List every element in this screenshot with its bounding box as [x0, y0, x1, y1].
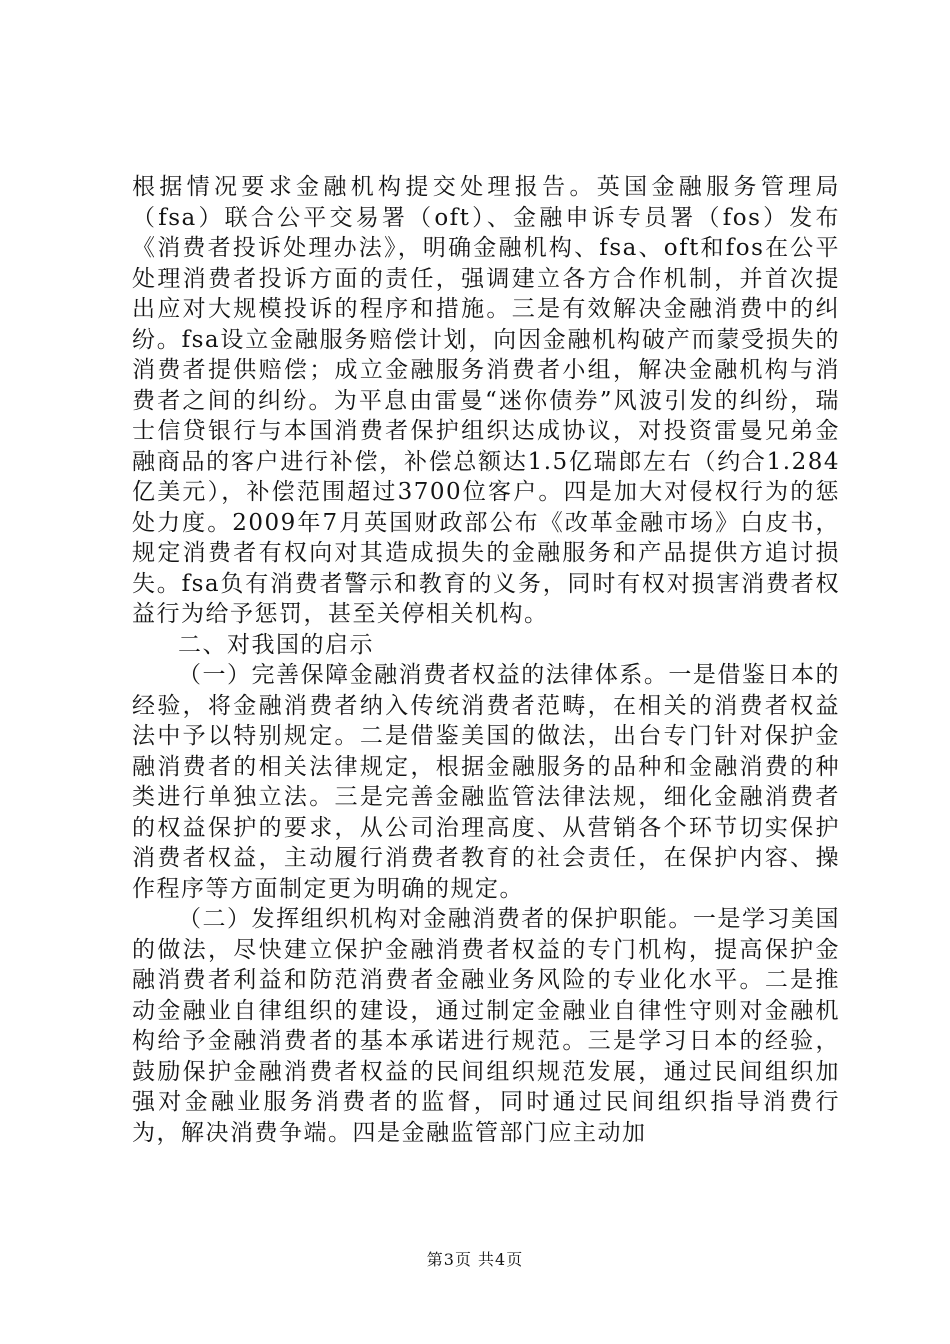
page-footer: 第3页 共4页: [426, 1250, 524, 1269]
section-heading: 二、对我国的启示: [178, 631, 374, 658]
document-body: [132, 172, 840, 1148]
paragraph-continuation: 根据情况要求金融机构提交处理报告。英国金融服务管理局（fsa）联合公平交易署（oft）、金融申诉专员署（fos）发布《消费者投诉处理办法》，明确金融机构、fsa、oft和fos在公平处理消费者投诉方面的责任，强调建立各方合作机制，并首次提出应对大规模投诉的程序和措施。三是有效解决金融消费中的纠纷。fsa设立金融服务赔偿计划，向因金融机构破产而蒙受损失的消费者提供赔偿；成立金融服务消费者小组，解决金融机构与消费者之间的纠纷。为平息由雷曼“迷你债券”风波引发的纠纷，瑞士信贷银行与本国消费者保护组织达成协议，对投资雷曼兄弟金融商品的客户进行补偿，补偿总额达1.5亿瑞郎左右（约合1.284亿美元），补偿范围超过3700位客户。四是加大对侵权行为的惩处力度。2009年7月英国财政部公布《改革金融市场》白皮书，规定消费者有权向对其造成损失的金融服务和产品提供方追讨损失。fsa负有消费者警示和教育的义务，同时有权对损害消费者权益行为给予惩罚，甚至关停相关机构。: [132, 174, 840, 627]
paragraph-organizations: （二）发挥组织机构对金融消费者的保护职能。一是学习美国的做法，尽快建立保护金融消费者权益的专门机构，提高保护金融消费者利益和防范消费者金融业务风险的专业化水平。二是推动金融业自律组织的建设，通过制定金融业自律性守则对金融机构给予金融消费者的基本承诺进行规范。三是学习日本的经验，鼓励保护金融消费者权益的民间组织规范发展，通过民间组织加强对金融业服务消费者的监督，同时通过民间组织指导消费行为，解决消费争端。四是金融监管部门应主动加: [132, 906, 840, 1146]
paragraph-legal-system: （一）完善保障金融消费者权益的法律体系。一是借鉴日本的经验，将金融消费者纳入传统消费者范畴，在相关的消费者权益法中予以特别规定。二是借鉴美国的做法，出台专门针对保护金融消费者的相关法律规定，根据金融服务的品种和金融消费的种类进行单独立法。三是完善金融监管法律法规，细化金融消费者的权益保护的要求，从公司治理高度、从营销各个环节切实保护消费者权益，主动履行消费者教育的社会责任，在保护内容、操作程序等方面制定更为明确的规定。: [132, 662, 840, 902]
